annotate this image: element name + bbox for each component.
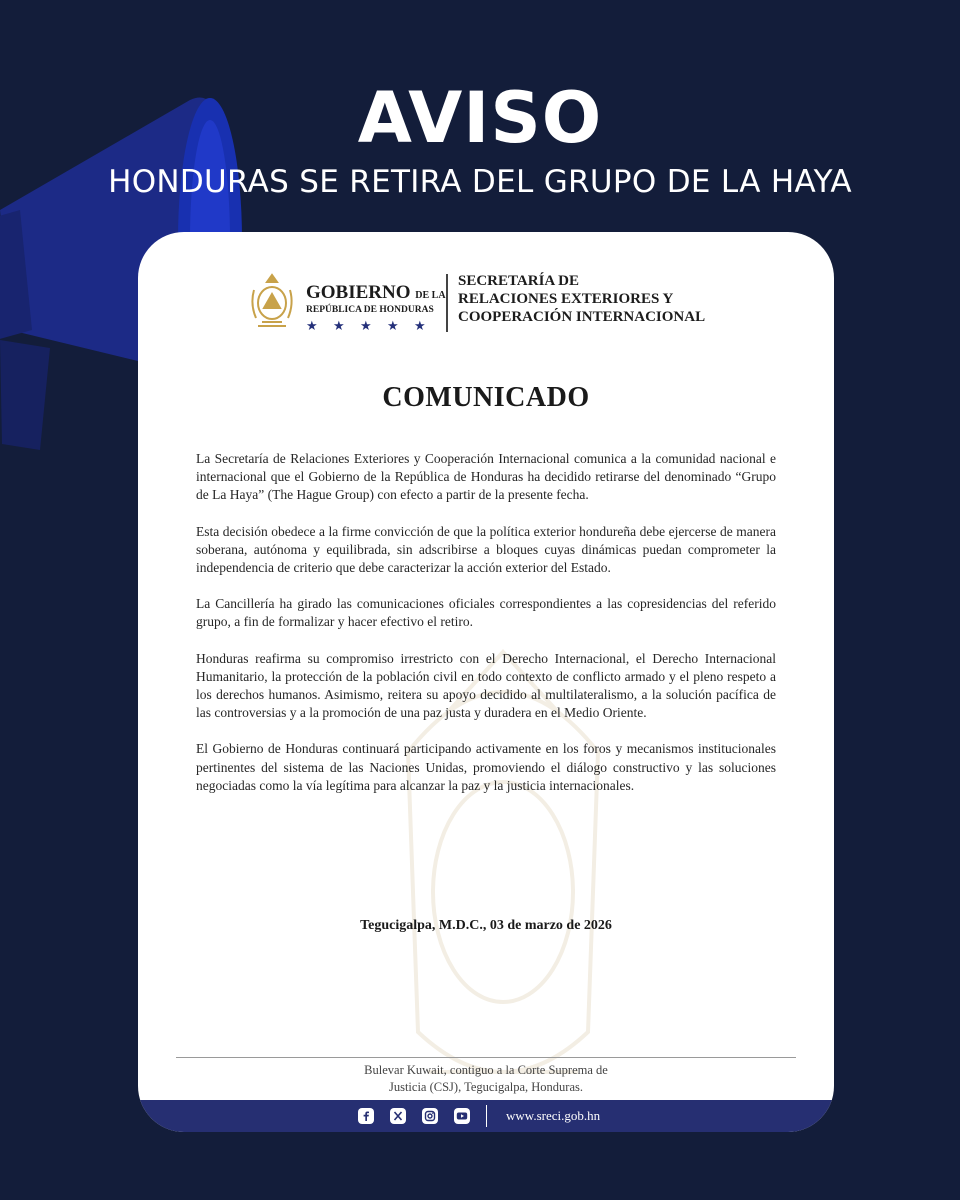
x-icon[interactable] bbox=[390, 1108, 406, 1124]
ministry-line: SECRETARÍA DE bbox=[458, 273, 580, 289]
gov-subtitle: REPÚBLICA DE HONDURAS bbox=[306, 305, 434, 315]
page-title: AVISO bbox=[357, 77, 603, 159]
body-paragraph: Honduras reafirma su compromiso irrestricto con el Derecho Internacional, el Derecho Internacional Humanitario, la protección de la población civil en todo contexto de conflicto armado y el pleno respeto a los derechos humanos. Asimismo, reitera su apoyo decidido al multilateralismo, a la solución pacífica de las controversias y a la promoción de una paz justa y duradera en el Medio Oriente. bbox=[196, 650, 776, 721]
instagram-icon[interactable] bbox=[422, 1108, 438, 1124]
letterhead-divider bbox=[446, 274, 448, 332]
address bbox=[138, 1062, 834, 1096]
coat-of-arms-icon bbox=[248, 272, 296, 332]
gov-main-label: GOBIERNO bbox=[306, 282, 411, 303]
youtube-icon[interactable] bbox=[454, 1108, 470, 1124]
star-icon: ★ bbox=[333, 318, 345, 333]
footer-divider bbox=[176, 1057, 796, 1058]
ministry-line: RELACIONES EXTERIORES Y bbox=[458, 291, 674, 307]
document-body bbox=[196, 450, 776, 813]
star-icon: ★ bbox=[360, 318, 372, 333]
communique-card bbox=[138, 232, 834, 1132]
footer-band bbox=[138, 1100, 834, 1132]
footer-separator bbox=[486, 1105, 487, 1127]
body-paragraph: La Cancillería ha girado las comunicaciones oficiales correspondientes a las copresidencias del referido grupo, a fin de formalizar y hacer efectivo el retiro. bbox=[196, 596, 776, 630]
body-paragraph: El Gobierno de Honduras continuará participando activamente en los foros y mecanismos institucionales pertinentes del sistema de las Naciones Unidas, promoviendo el diálogo constructivo y las soluciones negociadas como la vía legítima para alcanzar la paz y la justicia internacionales. bbox=[196, 741, 776, 793]
website-link[interactable]: www.sreci.gob.hn bbox=[506, 1108, 601, 1123]
body-paragraph: Esta decisión obedece a la firme convicción de que la política exterior hondureña debe ejercerse de manera soberana, autónoma y equilibrada, sin adscribirse a bloques cuyas dinámicas puedan comprometer la independencia de criterio que debe caracterizar la acción exterior del Estado. bbox=[196, 523, 776, 576]
gov-small-label: DE LA bbox=[415, 290, 446, 301]
letterhead bbox=[248, 270, 768, 340]
star-icon: ★ bbox=[306, 318, 318, 333]
government-name bbox=[306, 282, 446, 304]
document-title: COMUNICADO bbox=[382, 382, 590, 413]
facebook-icon[interactable] bbox=[358, 1108, 374, 1124]
address-line: Justicia (CSJ), Tegucigalpa, Honduras. bbox=[388, 1080, 583, 1094]
stars-row bbox=[306, 319, 430, 333]
star-icon: ★ bbox=[387, 318, 399, 333]
body-paragraph: La Secretaría de Relaciones Exteriores y Cooperación Internacional comunica a la comunidad nacional e internacional que el Gobierno de la República de Honduras ha decidido retirarse del denominado “Grupo de La Haya” (The Hague Group) con efecto a partir de la presente fecha. bbox=[196, 451, 776, 503]
ministry-name bbox=[458, 272, 705, 326]
address-line: Bulevar Kuwait, contiguo a la Corte Suprema de bbox=[364, 1063, 608, 1077]
page-subtitle: HONDURAS SE RETIRA DEL GRUPO DE LA HAYA bbox=[108, 164, 852, 200]
ministry-line: COOPERACIÓN INTERNACIONAL bbox=[458, 309, 706, 325]
date-line: Tegucigalpa, M.D.C., 03 de marzo de 2026 bbox=[360, 918, 612, 933]
star-icon: ★ bbox=[414, 318, 426, 333]
